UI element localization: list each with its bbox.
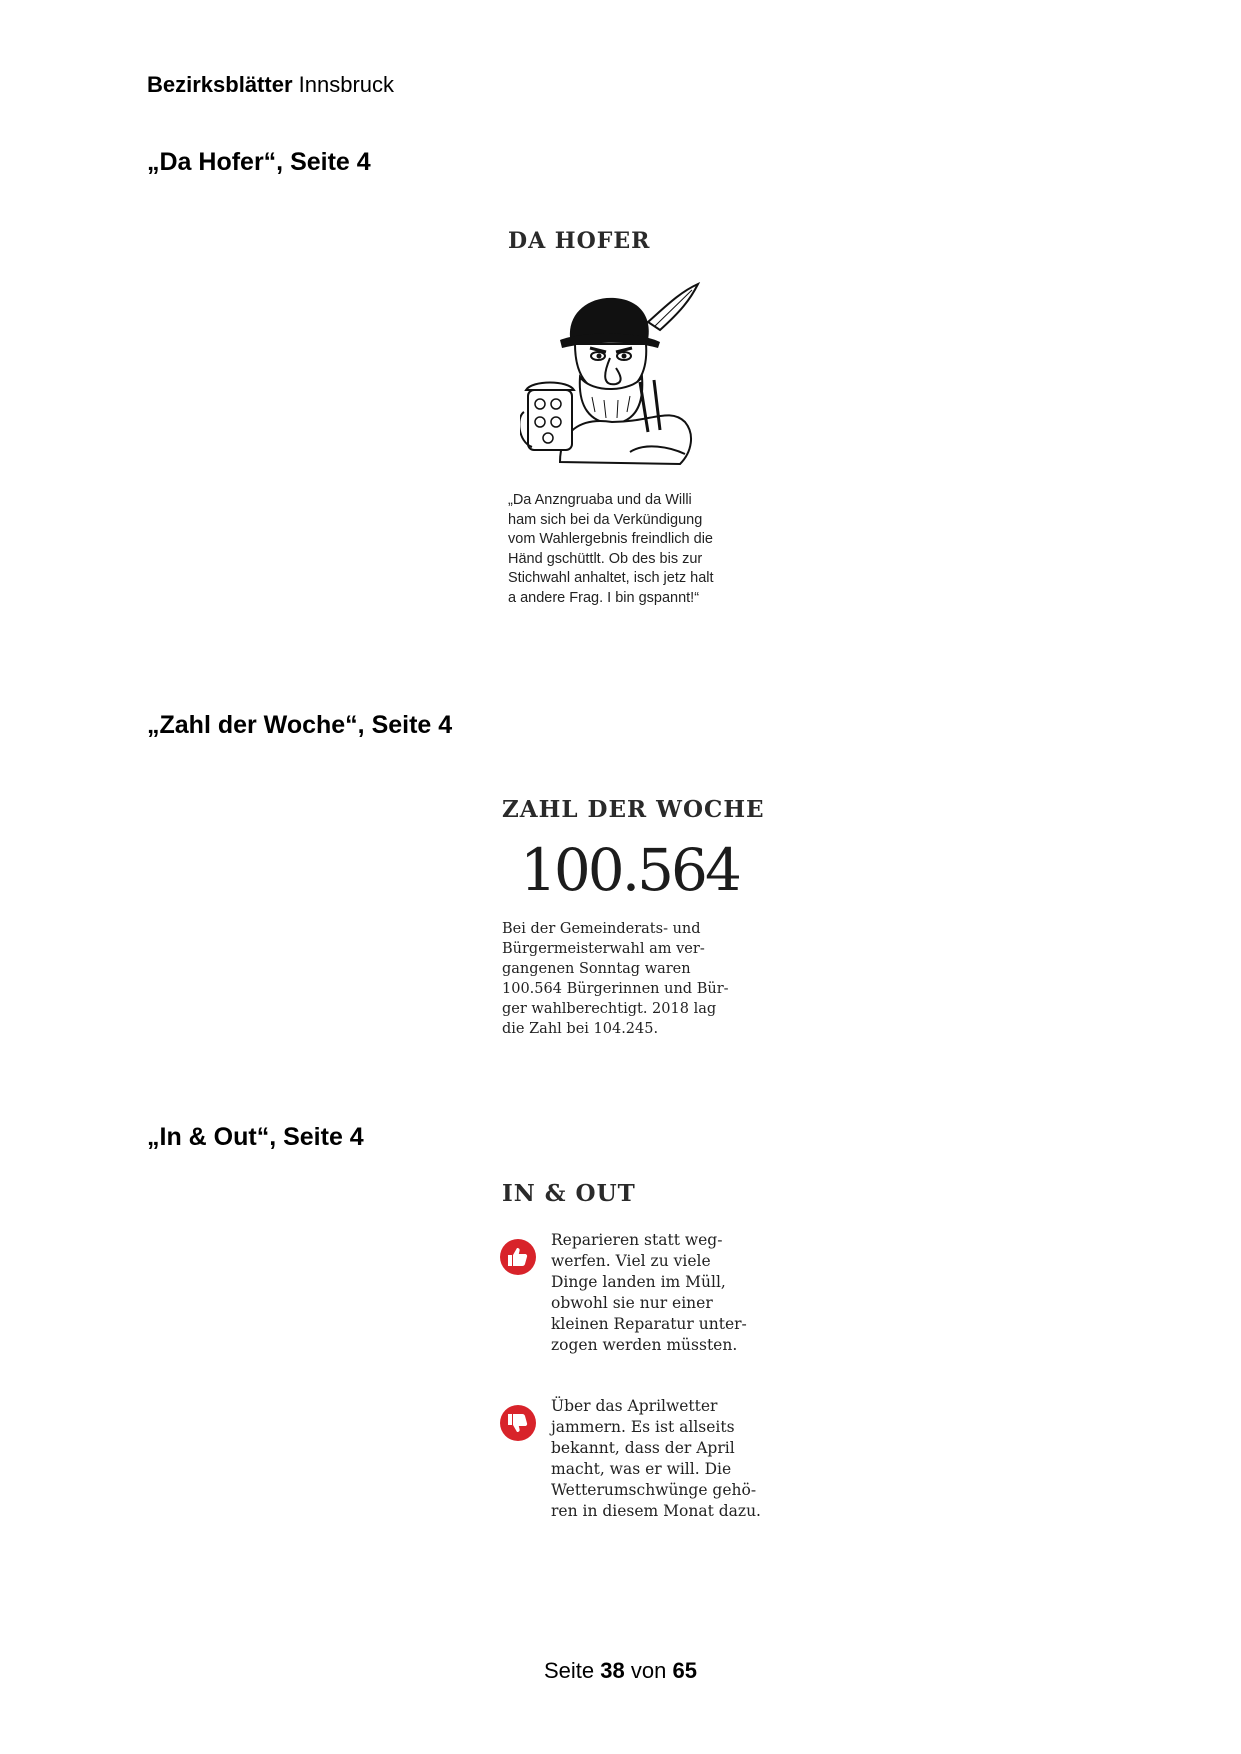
hofer-cartoon-illustration [520,282,720,472]
publication-header [147,72,394,98]
footer-page-number: 38 [600,1658,625,1683]
footer-middle: von [630,1658,667,1683]
section-title-da-hofer: „Da Hofer“, Seite 4 [147,148,371,176]
footer-prefix: Seite [544,1658,595,1683]
thumbs-down-icon [500,1405,536,1441]
in-item-text: Reparieren statt weg- werfen. Viel zu viele Dinge landen im Müll, obwohl sie nur einer kleinen Reparatur unter- zogen werden müssten. [551,1231,747,1354]
out-item-text: Über das Aprilwetter jammern. Es ist allseits bekannt, dass der April macht, was er will. Die Wetterumschwünge gehö- ren in diesem Monat dazu. [551,1397,761,1520]
zahl-der-woche-text: Bei der Gemeinderats- und Bürgermeisterwahl am ver- gangenen Sonntag waren 100.564 Bürgerinnen und Bür- ger wahlberechtigt. 2018 lag die Zahl bei 104.245. [502,921,729,1037]
section-title-zahl-der-woche: „Zahl der Woche“, Seite 4 [147,711,453,739]
section-title-in-out: „In & Out“, Seite 4 [147,1123,364,1151]
da-hofer-clipping [508,228,768,254]
publication-location: Innsbruck [298,72,395,97]
zahl-der-woche-number: 100.564 [520,836,739,904]
publication-brand: Bezirksblätter [147,72,293,97]
zahl-der-woche-heading: ZAHL DER WOCHE [502,796,765,823]
footer-total-pages: 65 [672,1658,697,1683]
da-hofer-heading: DA HOFER [508,228,651,254]
page-footer [0,1658,1241,1684]
in-out-heading: IN & OUT [502,1180,636,1207]
da-hofer-quote: „Da Anzngruaba und da Willi ham sich bei da Verkündigung vom Wahlergebnis freindlich die Händ gschüttlt. Ob des bis zur Stichwahl anhaltet, isch jetz halt a andere Frag. I bin gspannt!“ [508,492,714,606]
thumbs-up-icon [500,1239,536,1275]
